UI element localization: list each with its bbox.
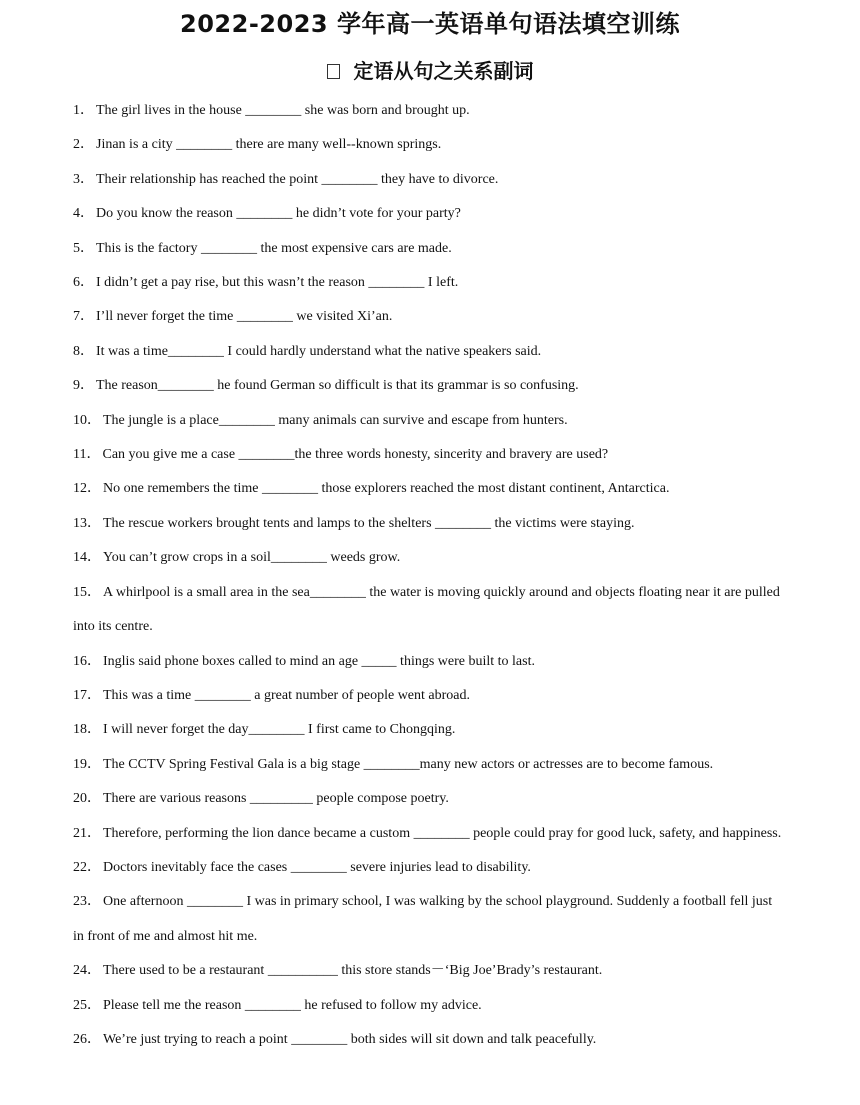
question-text: This is the factory ________ the most expensive cars are made. <box>96 240 452 256</box>
question-number: 22． <box>73 859 101 875</box>
question-text: No one remembers the time ________ those explorers reached the most distant continent, Antarctica. <box>103 481 670 497</box>
question-item <box>73 885 785 954</box>
question-text: Do you know the reason ________ he didn’t vote for your party? <box>96 206 461 222</box>
question-text: Therefore, performing the lion dance became a custom ________ people could pray for good luck, safety, and happiness. <box>103 825 782 841</box>
question-item <box>73 507 785 541</box>
question-text: We’re just trying to reach a point ________ both sides will sit down and talk peacefully. <box>103 1031 597 1047</box>
question-item <box>73 954 785 988</box>
question-item <box>73 645 785 679</box>
section-title: 定语从句之关系副词 <box>353 59 534 83</box>
question-item <box>73 713 785 747</box>
question-item <box>73 438 785 472</box>
question-text: You can’t grow crops in a soil________ weeds grow. <box>103 550 401 566</box>
question-text: Please tell me the reason ________ he refused to follow my advice. <box>103 997 482 1013</box>
question-item <box>73 472 785 506</box>
question-item <box>73 817 785 851</box>
question-text: One afternoon ________ I was in primary school, I was walking by the school playground. Suddenly a football fell just in front of me and almost hit me. <box>73 894 773 944</box>
question-number: 10． <box>73 412 101 428</box>
question-text: Can you give me a case ________the three words honesty, sincerity and bravery are used? <box>102 447 609 463</box>
question-number: 23． <box>73 894 101 910</box>
question-item <box>73 576 785 645</box>
question-item <box>73 197 785 231</box>
question-item <box>73 1023 785 1057</box>
question-text: Inglis said phone boxes called to mind an age _____ things were built to last. <box>103 653 535 669</box>
question-number: 25． <box>73 997 101 1013</box>
question-text: There are various reasons _________ people compose poetry. <box>103 791 449 807</box>
question-text: Jinan is a city ________ there are many well--known springs. <box>96 137 442 153</box>
question-number: 3． <box>73 171 94 187</box>
question-number: 18． <box>73 722 101 738</box>
question-item <box>73 782 785 816</box>
question-item <box>73 851 785 885</box>
question-item <box>73 404 785 438</box>
question-number: 1． <box>73 103 94 118</box>
question-item <box>73 989 785 1023</box>
question-list <box>73 94 785 1057</box>
question-item <box>73 541 785 575</box>
question-number: 21． <box>73 825 101 841</box>
question-text: I will never forget the day________ I first came to Chongqing. <box>103 722 456 738</box>
question-number: 20． <box>73 791 101 807</box>
question-number: 16． <box>73 653 101 669</box>
question-text: The jungle is a place________ many animals can survive and escape from hunters. <box>103 412 568 428</box>
question-item <box>73 94 785 128</box>
question-text: I didn’t get a pay rise, but this wasn’t the reason ________ I left. <box>96 275 459 291</box>
question-number: 15． <box>73 584 101 600</box>
question-item <box>73 679 785 713</box>
question-text: Doctors inevitably face the cases ________ severe injuries lead to disability. <box>103 859 531 875</box>
question-item <box>73 232 785 266</box>
question-number: 12． <box>73 481 101 497</box>
section-heading <box>0 54 860 88</box>
question-text: The reason________ he found German so difficult is that its grammar is so confusing. <box>96 378 579 394</box>
question-item <box>73 335 785 369</box>
question-number: 19． <box>73 756 101 772</box>
question-number: 11． <box>73 447 101 463</box>
question-text: Their relationship has reached the point ________ they have to divorce. <box>96 171 499 187</box>
question-number: 9． <box>73 378 94 394</box>
question-number: 6． <box>73 275 94 291</box>
question-number: 8． <box>73 343 94 359</box>
question-item <box>73 369 785 403</box>
question-number: 17． <box>73 687 101 703</box>
question-number: 2． <box>73 137 94 153</box>
question-number: 13． <box>73 515 101 531</box>
question-item <box>73 748 785 782</box>
question-text: There used to be a restaurant __________ this store stands－‘Big Joe’Brady’s restaurant. <box>103 963 603 979</box>
question-text: The CCTV Spring Festival Gala is a big stage ________many new actors or actresses are to become famous. <box>103 756 714 772</box>
question-number: 14． <box>73 550 101 566</box>
question-number: 26． <box>73 1031 101 1047</box>
question-item <box>73 300 785 334</box>
question-text: The rescue workers brought tents and lamps to the shelters ________ the victims were staying. <box>103 515 635 531</box>
question-item <box>73 128 785 162</box>
question-text: A whirlpool is a small area in the sea________ the water is moving quickly around and objects floating near it are pulled into its centre. <box>73 584 780 635</box>
question-number: 5． <box>73 240 94 256</box>
page-title: 2022-2023 学年高一英语单句语法填空训练 <box>180 10 680 38</box>
question-text: It was a time________ I could hardly understand what the native speakers said. <box>96 343 542 359</box>
question-text: The girl lives in the house ________ she was born and brought up. <box>96 103 470 118</box>
question-number: 4． <box>73 206 94 222</box>
question-number: 24． <box>73 963 101 979</box>
question-item <box>73 163 785 197</box>
checkbox-placeholder-icon <box>327 64 340 79</box>
question-text: This was a time ________ a great number of people went abroad. <box>103 687 471 703</box>
question-text: I’ll never forget the time ________ we visited Xi’an. <box>96 309 393 325</box>
question-item <box>73 266 785 300</box>
question-number: 7． <box>73 309 94 325</box>
